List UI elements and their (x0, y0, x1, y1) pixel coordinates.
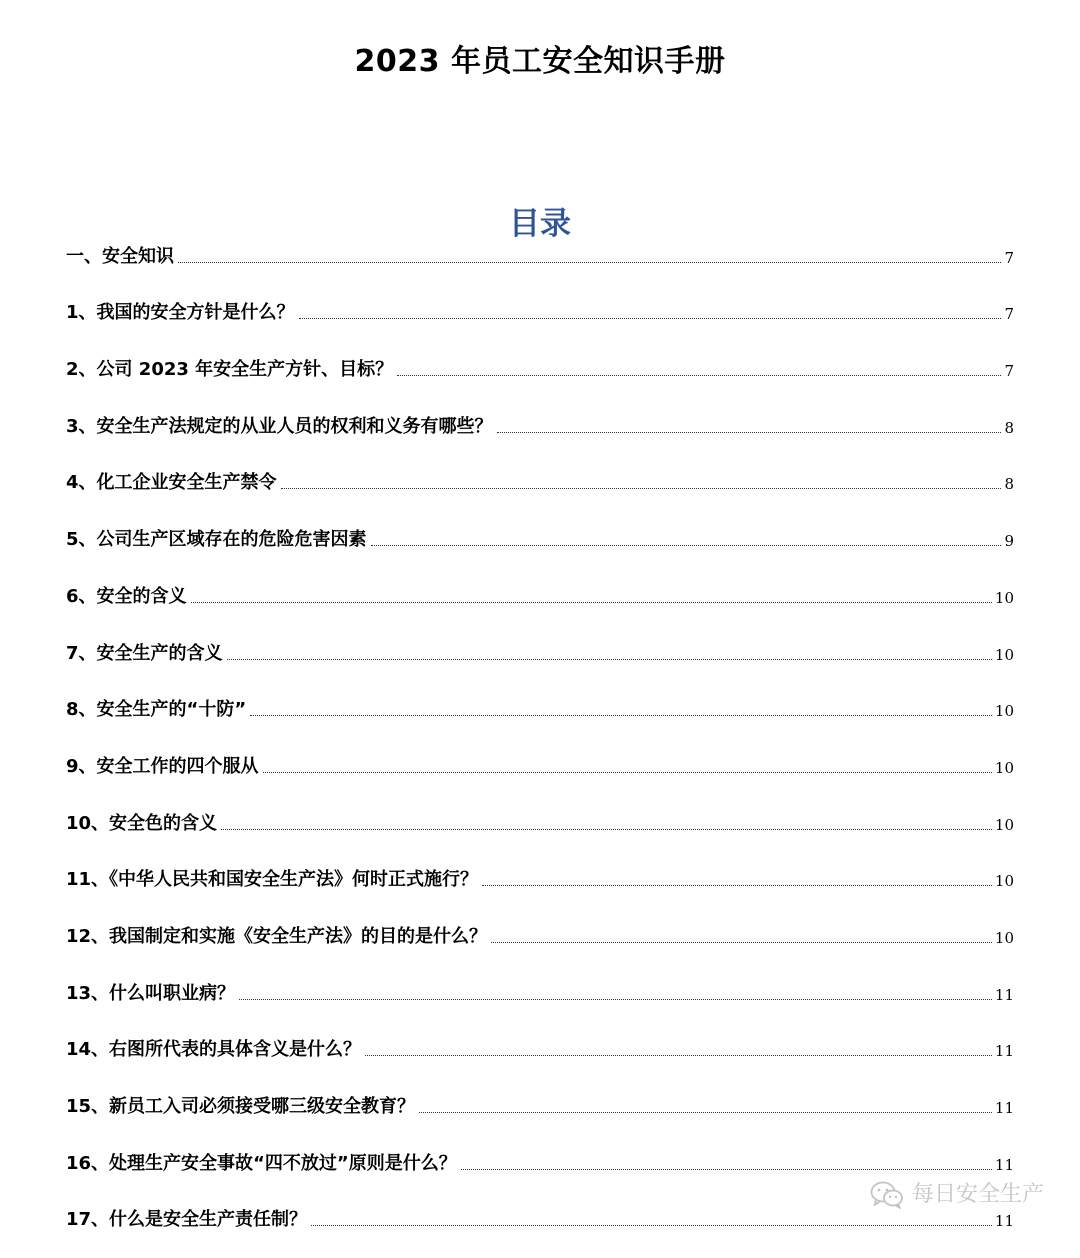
toc-entry-label: 17、什么是安全生产责任制？ (66, 1209, 308, 1231)
toc-entry-label: 5、公司生产区域存在的危险危害因素 (66, 529, 367, 551)
toc-dot-leader (299, 317, 1002, 319)
toc-entry-label: 1、我国的安全方针是什么？ (66, 302, 295, 324)
toc-entry[interactable] (66, 578, 1014, 635)
toc-entry-label: 15、新员工入司必须接受哪三级安全教育？ (66, 1096, 416, 1117)
toc-entry[interactable] (66, 1088, 1014, 1145)
toc-dot-leader (250, 714, 992, 716)
toc-dot-leader (461, 1168, 992, 1170)
toc-entry-page: 8 (1004, 418, 1014, 437)
document-title: 2023 年员工安全知识手册 (354, 44, 726, 80)
toc-dot-leader (191, 601, 992, 603)
toc-dot-leader (221, 828, 992, 830)
toc-entry-label: 6、安全的含义 (66, 585, 187, 607)
watermark (870, 1178, 1044, 1212)
toc-dot-leader (178, 261, 1001, 263)
toc-entry[interactable] (66, 692, 1014, 749)
toc-entry[interactable] (66, 351, 1014, 408)
toc-entry-page: 10 (994, 702, 1014, 721)
toc-entry-page: 7 (1004, 248, 1014, 267)
wechat-icon (870, 1181, 904, 1209)
toc-dot-leader (491, 941, 992, 943)
toc-entry[interactable] (66, 1032, 1014, 1089)
toc-entry-page: 10 (994, 645, 1014, 664)
toc-dot-leader (397, 374, 1001, 376)
toc-entry-page: 10 (994, 588, 1014, 607)
toc-dot-leader (419, 1111, 992, 1113)
toc-entry-label: 3、安全生产法规定的从业人员的权利和义务有哪些？ (66, 415, 493, 437)
toc-heading: 目录 (509, 205, 571, 242)
toc-entry-page: 9 (1004, 532, 1014, 551)
toc-entry-label: 16、处理生产安全事故“四不放过”原则是什么？ (66, 1152, 457, 1174)
toc-entry-label: 2、公司 2023 年安全生产方针、目标？ (66, 359, 394, 381)
toc-entry-label: 一、安全知识 (66, 245, 174, 267)
toc-entry[interactable] (66, 918, 1014, 975)
toc-entry[interactable] (66, 521, 1014, 578)
toc-entry-page: 11 (994, 1099, 1014, 1117)
toc-entry-label: 4、化工企业安全生产禁令 (66, 472, 277, 494)
toc-entry-page: 10 (994, 928, 1014, 947)
toc-dot-leader (371, 544, 1002, 546)
toc-entry[interactable] (66, 238, 1014, 295)
toc-entry-page: 10 (994, 758, 1014, 777)
toc-entry-page: 10 (994, 872, 1014, 891)
toc-entry[interactable] (66, 975, 1014, 1032)
toc-dot-leader (497, 431, 1002, 433)
toc-entry-page: 11 (994, 1212, 1014, 1231)
toc-entry-label: 10、安全色的含义 (66, 812, 218, 834)
toc-entry-label: 7、安全生产的含义 (66, 642, 223, 664)
toc-dot-leader (482, 884, 992, 886)
toc-dot-leader (263, 771, 992, 773)
toc-entry-page: 10 (994, 815, 1014, 834)
toc-entry[interactable] (66, 408, 1014, 465)
toc-entry-page: 11 (994, 1042, 1014, 1061)
toc-entry[interactable] (66, 635, 1014, 692)
table-of-contents (66, 238, 1014, 1258)
toc-dot-leader (311, 1224, 992, 1226)
toc-entry-label: 11、《中华人民共和国安全生产法》何时正式施行？ (66, 869, 479, 891)
watermark-text: 每日安全生产 (911, 1182, 1044, 1207)
toc-entry[interactable] (66, 805, 1014, 862)
toc-dot-leader (365, 1054, 992, 1056)
toc-entry-page: 7 (1004, 305, 1014, 324)
toc-entry-page: 7 (1004, 362, 1014, 381)
toc-entry-label: 8、安全生产的“十防” (66, 699, 247, 721)
toc-entry[interactable] (66, 748, 1014, 805)
toc-entry-label: 14、右图所代表的具体含义是什么？ (66, 1039, 362, 1061)
toc-entry-page: 8 (1004, 475, 1014, 494)
toc-entry-label: 9、安全工作的四个服从 (66, 755, 259, 777)
toc-entry[interactable] (66, 862, 1014, 919)
toc-entry-label: 13、什么叫职业病？ (66, 982, 236, 1004)
toc-entry-page: 11 (994, 1155, 1014, 1174)
toc-entry-page: 11 (994, 985, 1014, 1004)
toc-entry-label: 12、我国制定和实施《安全生产法》的目的是什么？ (66, 925, 488, 947)
toc-dot-leader (227, 658, 992, 660)
toc-entry[interactable] (66, 295, 1014, 352)
toc-dot-leader (281, 487, 1002, 489)
toc-entry[interactable] (66, 465, 1014, 522)
toc-dot-leader (239, 998, 992, 1000)
